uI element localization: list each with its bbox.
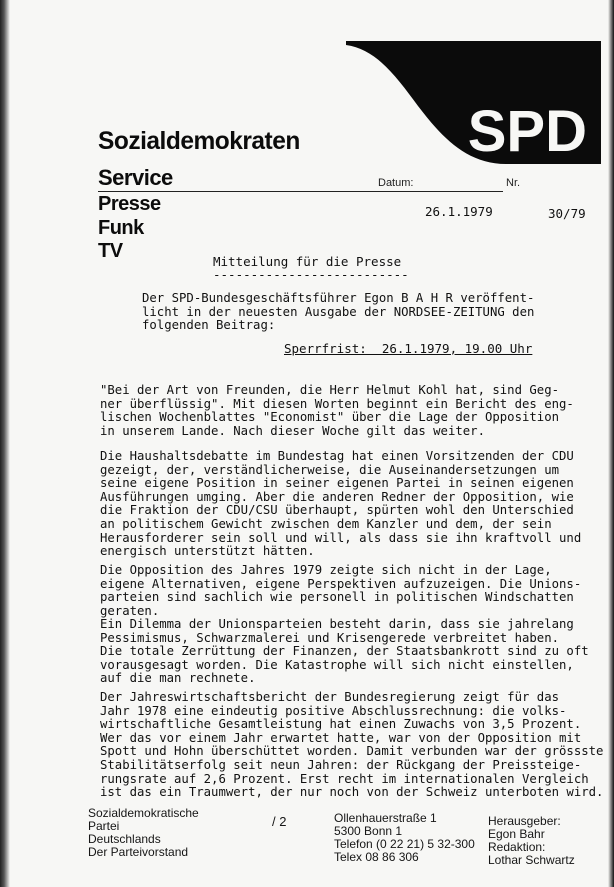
page-indicator: / 2 bbox=[272, 814, 287, 829]
text-line: Ausführungen umging. Aber die anderen Redner der Opposition, wie bbox=[100, 489, 574, 504]
footer-line: Telefon (0 22 21) 5 32-300 bbox=[334, 837, 475, 851]
tv-heading: TV bbox=[98, 240, 123, 262]
brand-name: Sozialdemokraten bbox=[98, 127, 300, 155]
text-line: auf die man rechnete. bbox=[100, 671, 256, 686]
footer-address bbox=[334, 812, 475, 864]
footer-organization bbox=[88, 807, 199, 859]
text-line: eigene Alternativen, eigene Perspektiven aufzuzeigen. Die Unions- bbox=[100, 576, 582, 591]
text-line: Ein Dilemma der Unionsparteien besteht darin, dass sie jahrelang bbox=[100, 617, 574, 631]
text-line: Die totale Zerrüttung der Finanzen, der Staatsbankrott sind zu oft bbox=[100, 644, 589, 659]
footer-line: Egon Bahr bbox=[488, 827, 545, 841]
footer-line: Herausgeber: bbox=[488, 814, 561, 828]
footer-line: Partei bbox=[88, 819, 120, 833]
text-line: Der SPD-Bundesgeschäftsführer Egon B A H R veröffent- bbox=[142, 291, 535, 305]
text-line: Jahr 1978 eine eindeutig positive Abschlussrechnung: die volks- bbox=[100, 703, 567, 718]
text-line: ist das ein Traumwert, der nur noch von der Schweiz unterboten wird. bbox=[100, 785, 604, 800]
footer-line: Telex 08 86 306 bbox=[334, 850, 419, 864]
text-line: parteien sind sachlich wie personell in politischen Windschatten bbox=[100, 590, 574, 605]
text-line: vorausgesagt worden. Die Katastrophe will sich nicht einstellen, bbox=[100, 657, 574, 672]
text-line: die Fraktion der CDU/CSU überhaupt, spürten wohl den Unterschied bbox=[100, 503, 574, 518]
text-line: Pessimismus, Schwarzmalerei und Krisengerede verbreitet haben. bbox=[100, 630, 560, 645]
text-line: Herausforderer sein soll und will, als dass sie ihn kraftvoll und bbox=[100, 530, 582, 545]
document-date: 26.1.1979 bbox=[425, 204, 493, 219]
text-line: gezeigt, der, verständlicherweise, die Auseinandersetzungen um bbox=[100, 462, 560, 477]
header-rule bbox=[98, 191, 503, 192]
text-line: licht in der neuesten Ausgabe der NORDSEE-ZEITUNG den bbox=[142, 304, 535, 319]
footer-line: Lothar Schwartz bbox=[488, 853, 575, 867]
text-line: an politischem Gewicht zwischen dem Kanzler und dem, der sein bbox=[100, 516, 552, 531]
text-line: geraten. bbox=[100, 603, 160, 618]
text-line: Stabilitätserfolg seit neun Jahren: der Rückgang der Preissteige- bbox=[100, 757, 582, 772]
text-line: Die Opposition des Jahres 1979 zeigte sich nicht in der Lage, bbox=[100, 563, 552, 577]
text-line: wirtschaftliche Gesamtleistung hat einen Zuwachs von 3,5 Prozent. bbox=[100, 717, 582, 732]
funk-heading: Funk bbox=[98, 217, 144, 239]
text-line: lischen Wochenblattes "Economist" über die Lage der Opposition bbox=[100, 410, 560, 425]
heading-underline: -------------------------- bbox=[213, 267, 409, 282]
footer-line: Sozialdemokratische bbox=[88, 806, 199, 820]
text-line: Die Haushaltsdebatte im Bundestag hat einen Vorsitzenden der CDU bbox=[100, 449, 574, 463]
footer-line: Ollenhauerstraße 1 bbox=[334, 811, 437, 825]
document-number: 30/79 bbox=[548, 206, 586, 221]
text-line: rungsrate auf 2,6 Prozent. Erst recht im internationalen Vergleich bbox=[100, 771, 589, 786]
text-line: energisch unterstützt hätten. bbox=[100, 544, 315, 559]
logo-text: SPD bbox=[467, 99, 587, 164]
embargo-notice: Sperrfrist: 26.1.1979, 19.00 Uhr bbox=[284, 341, 533, 356]
body-paragraph bbox=[100, 564, 590, 618]
footer-line: Der Parteivorstand bbox=[88, 845, 189, 859]
text-line: Spott und Hohn überschüttet worden. Damit verbunden war der grössste bbox=[100, 744, 604, 759]
text-line: ner überflüssig". Mit diesen Worten beginnt ein Bericht des eng- bbox=[100, 396, 574, 411]
body-paragraph bbox=[100, 450, 590, 559]
body-paragraph bbox=[100, 618, 590, 686]
text-line: seine eigene Position in seiner eigenen Partei in seinen eigenen bbox=[100, 476, 574, 491]
document-heading: Mitteilung für die Presse bbox=[213, 254, 402, 269]
text-line: Der Jahreswirtschaftsbericht der Bundesregierung zeigt für das bbox=[100, 690, 560, 704]
intro-paragraph bbox=[142, 292, 592, 333]
text-line: "Bei der Art von Freunden, die Herr Helmut Kohl hat, sind Geg- bbox=[100, 383, 560, 397]
body-paragraph bbox=[100, 690, 604, 800]
datum-label: Datum: bbox=[378, 177, 414, 189]
text-line: Wer das vor einem Jahr erwartet hatte, war von der Opposition mit bbox=[100, 730, 582, 745]
text-line: in unserem Lande. Nach dieser Woche gilt das weiter. bbox=[100, 423, 485, 438]
footer-line: Redaktion: bbox=[488, 840, 546, 854]
body-paragraph bbox=[100, 384, 590, 438]
footer-line: 5300 Bonn 1 bbox=[334, 824, 403, 838]
footer-editors bbox=[488, 815, 575, 867]
presse-heading: Presse bbox=[98, 193, 161, 215]
text-line: folgenden Beitrag: bbox=[142, 318, 276, 333]
footer-line: Deutschlands bbox=[88, 832, 161, 846]
spd-logo bbox=[346, 41, 601, 164]
service-heading: Service bbox=[98, 165, 173, 190]
nr-label: Nr. bbox=[506, 177, 521, 189]
